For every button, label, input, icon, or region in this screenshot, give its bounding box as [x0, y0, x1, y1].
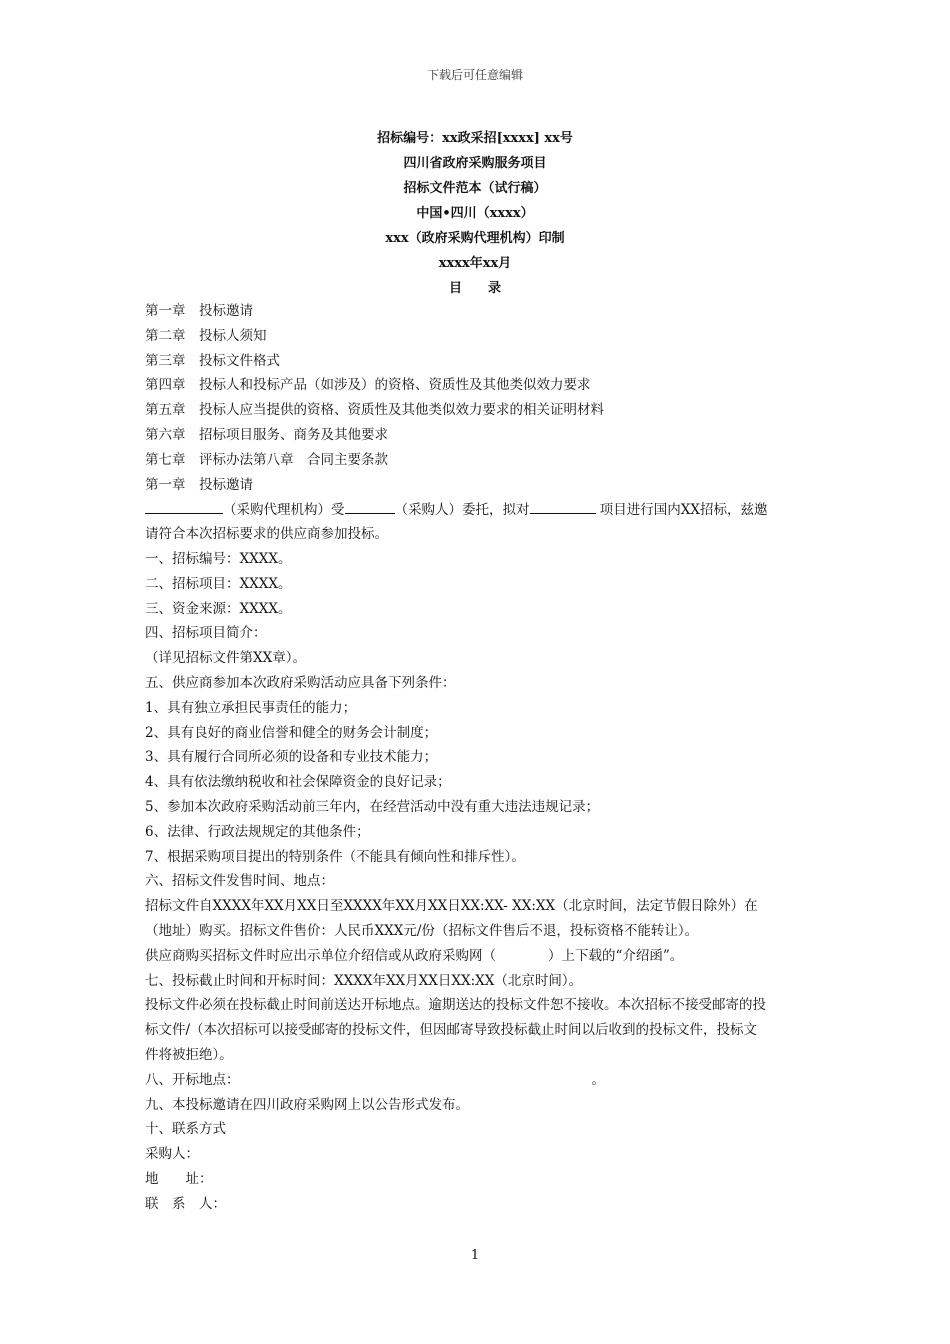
toc-item: 第三章 投标文件格式 — [145, 352, 280, 369]
contact-person: 联 系 人： — [145, 1195, 226, 1212]
opening-location: 八、开标地点： 。 — [145, 1071, 605, 1088]
toc-title: 目 录 — [448, 281, 501, 296]
invitation-line: 请符合本次招标要求的供应商参加投标。 — [145, 526, 388, 543]
title-block — [0, 126, 950, 301]
page-number: 1 — [470, 1248, 480, 1263]
list-item: 二、招标项目：XXXX。 — [145, 575, 292, 592]
location: 中国•四川（xxxx） — [416, 206, 534, 221]
list-item: 1、具有独立承担民事责任的能力； — [145, 699, 357, 716]
blank-purchaser — [345, 497, 395, 514]
page-header: 下载后可任意编辑 — [426, 68, 523, 82]
deadline-note: 件将被拒绝）。 — [145, 1046, 233, 1063]
contact-address: 地 址： — [145, 1170, 213, 1187]
deadline-note: 标文件/（本次招标可以接受邮寄的投标文件，但因邮寄导致投标截止时间以后收到的投标文件，投标文 — [145, 1022, 758, 1039]
list-item: 5、参加本次政府采购活动前三年内，在经营活动中没有重大违法违规记录； — [145, 798, 600, 815]
sale-info: （地址）购买。招标文件售价：人民币XXX元/份（招标文件售后不退，投标资格不能转让）。 — [145, 922, 699, 939]
toc-item: 第五章 投标人应当提供的资格、资质性及其他类似效力要求的相关证明材料 — [145, 402, 604, 419]
project-name: 四川省政府采购服务项目 — [403, 156, 547, 171]
document-body — [145, 299, 807, 1216]
blank-agency — [145, 497, 223, 514]
invitation-line: （采购代理机构）受 （采购人）委托，拟对 项目进行国内XX招标，兹邀 — [145, 497, 807, 522]
list-item: 2、具有良好的商业信誉和健全的财务会计制度； — [145, 724, 438, 741]
list-item: 一、招标编号：XXXX。 — [145, 550, 292, 567]
list-item: （详见招标文件第XX章）。 — [145, 650, 306, 667]
document-name: 招标文件范本（试行稿） — [403, 181, 547, 196]
toc-item: 第六章 招标项目服务、商务及其他要求 — [145, 426, 388, 443]
list-item: 6、法律、行政法规规定的其他条件； — [145, 823, 370, 840]
toc-item: 第二章 投标人须知 — [145, 327, 267, 344]
tender-number: 招标编号：xx政采招[xxxx] xx号 — [377, 131, 573, 146]
list-item: 九、本投标邀请在四川政府采购网上以公告形式发布。 — [145, 1096, 469, 1113]
chapter-heading: 第一章 投标邀请 — [145, 476, 253, 493]
list-item: 十、联系方式 — [145, 1121, 226, 1138]
list-item: 六、招标文件发售时间、地点： — [145, 873, 334, 890]
list-item: 四、招标项目简介： — [145, 625, 267, 642]
deadline: 七、投标截止时间和开标时间：XXXX年XX月XX日XX:XX（北京时间）。 — [145, 972, 583, 989]
toc-item: 第七章 评标办法第八章 合同主要条款 — [145, 451, 388, 468]
deadline-note: 投标文件必须在投标截止时间前送达开标地点。逾期送达的投标文件恕不接收。本次招标不接受邮寄的投 — [145, 997, 766, 1014]
toc-item: 第一章 投标邀请 — [145, 303, 253, 319]
toc-item: 第四章 投标人和投标产品（如涉及）的资格、资质性及其他类似效力要求 — [145, 377, 591, 394]
publisher: xxx（政府采购代理机构）印制 — [385, 231, 565, 246]
list-item: 7、根据采购项目提出的特别条件（不能具有倾向性和排斥性）。 — [145, 848, 525, 865]
list-item: 3、具有履行合同所必须的设备和专业技术能力； — [145, 749, 438, 766]
sale-info: 招标文件自XXXX年XX月XX日至XXXX年XX月XX日XX:XX- XX:XX（北京时间，法定节假日除外）在 — [145, 898, 758, 915]
list-item: 4、具有依法缴纳税收和社会保障资金的良好记录； — [145, 774, 451, 791]
date: xxxx年xx月 — [438, 256, 512, 271]
list-item: 三、资金来源：XXXX。 — [145, 600, 292, 617]
blank-project — [530, 497, 596, 514]
contact-purchaser: 采购人： — [145, 1146, 199, 1163]
sale-info: 供应商购买招标文件时应出示单位介绍信或从政府采购网（ ）上下载的“介绍函”。 — [145, 947, 684, 964]
list-item: 五、供应商参加本次政府采购活动应具备下列条件： — [145, 674, 456, 691]
